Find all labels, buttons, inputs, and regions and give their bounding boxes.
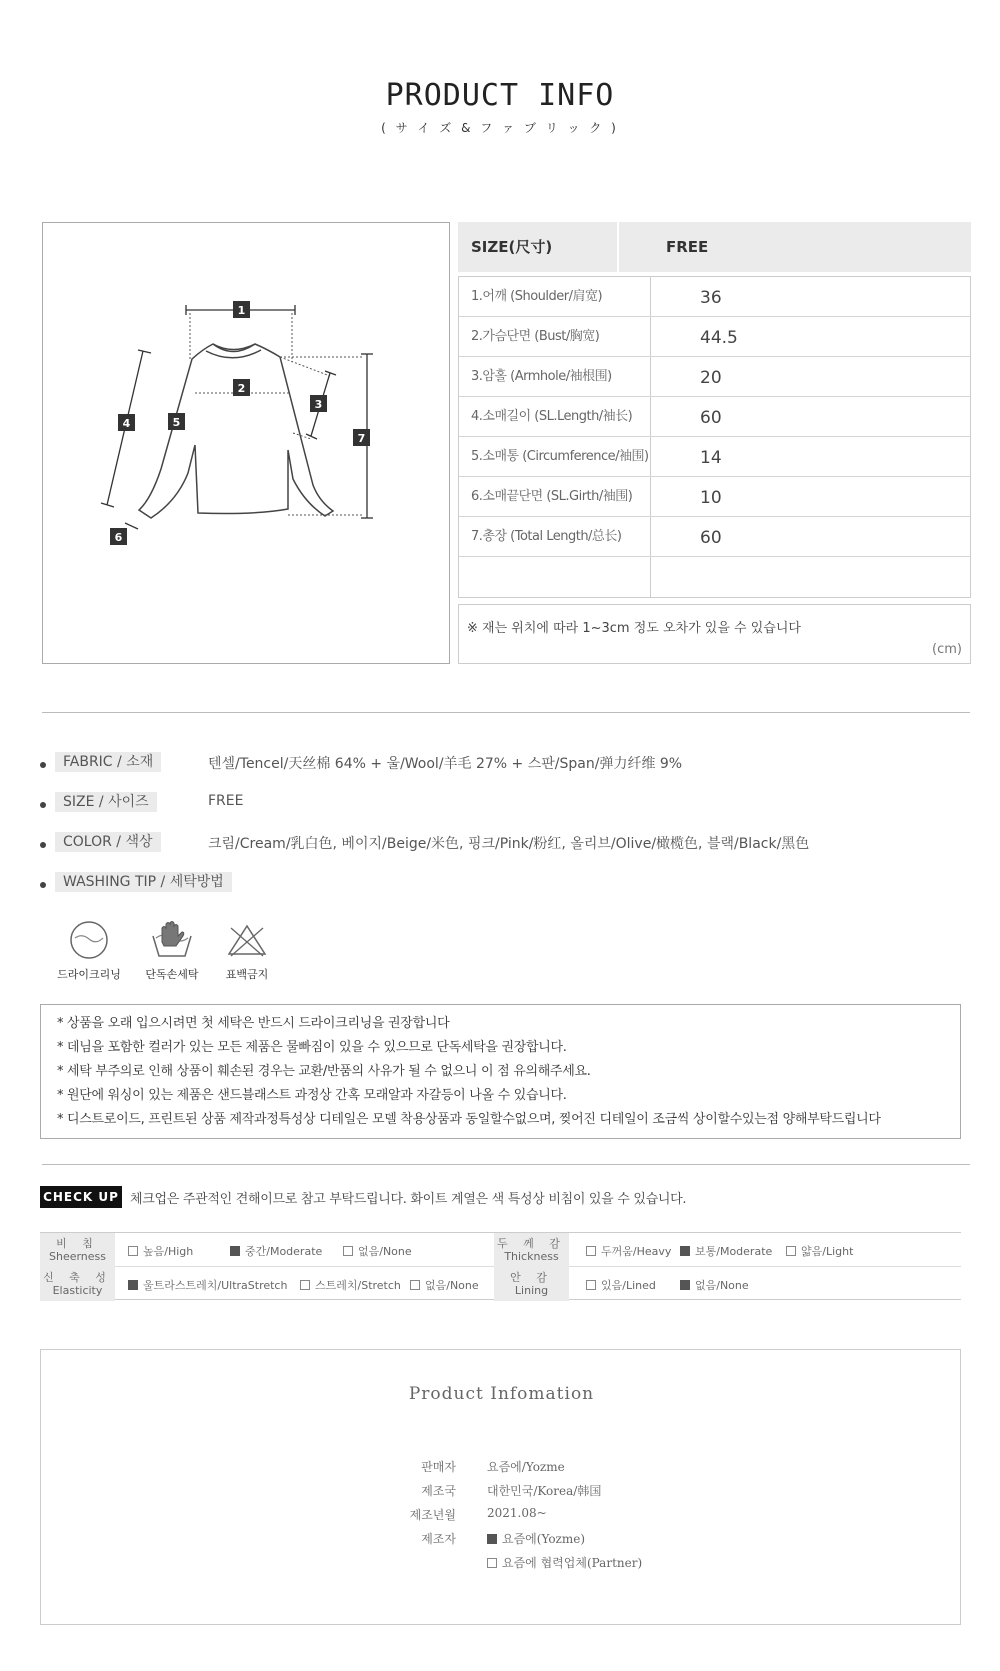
table-row: [459, 517, 970, 557]
option-item: 없음/None: [680, 1277, 749, 1293]
svg-text:3: 3: [314, 398, 323, 411]
measure-label: 5.소매통 (Circumference/袖围): [459, 437, 651, 476]
info-row: [41, 1530, 962, 1550]
dry-clean-icon: [69, 920, 109, 960]
table-row: [459, 277, 970, 317]
note-line: * 디스트로이드, 프린트된 상품 제작과정특성상 디테일은 모델 착용상품과 동일할수없으며, 찢어진 디테일이 조금씩 상이할수있는점 양해부탁드립니다: [57, 1112, 881, 1127]
info-row: [41, 1458, 962, 1478]
option-item: 없음/None: [410, 1277, 479, 1293]
wash-label: 표백금지: [225, 968, 269, 981]
measure-label: 4.소매길이 (SL.Length/袖长): [459, 397, 651, 436]
size-note-text: ※ 재는 위치에 따라 1~3cm 정도 오차가 있을 수 있습니다: [467, 621, 801, 636]
list-item: [40, 872, 970, 912]
divider: [42, 712, 970, 713]
bullet-icon: [40, 882, 46, 888]
measure-label: 7.총장 (Total Length/总长): [459, 517, 651, 556]
size-label: SIZE / 사이즈: [55, 792, 157, 812]
hand-wash-icon: [150, 920, 194, 960]
care-notes: [40, 1004, 961, 1139]
product-detail-list: [40, 752, 970, 912]
option-item: 중간/Moderate: [230, 1243, 322, 1259]
checkbox-icon: [586, 1280, 596, 1290]
checkup-row: [40, 1267, 961, 1301]
checkup-table: [40, 1232, 961, 1300]
option-item: 스트레치/Stretch: [300, 1277, 401, 1293]
table-row: [459, 557, 970, 597]
date-value: 2021.08~: [487, 1506, 547, 1520]
table-row: [459, 437, 970, 477]
note-line: * 데님을 포함한 컬러가 있는 모든 제품은 물빠짐이 있을 수 있으므로 단독세탁을 권장합니다.: [57, 1040, 567, 1055]
info-row: [41, 1554, 962, 1574]
checkup-text: 체크업은 주관적인 견해이므로 참고 부탁드립니다. 화이트 계열은 색 특성상 비침이 있을 수 있습니다.: [130, 1192, 687, 1207]
option-item: 높음/High: [128, 1243, 193, 1259]
option-item: 있음/Lined: [586, 1277, 656, 1293]
date-label: 제조년월: [409, 1508, 456, 1522]
checkup-badge: CHECK UP: [40, 1186, 122, 1208]
no-bleach-icon: [225, 920, 269, 960]
product-info-title: Product Infomation: [408, 1384, 595, 1404]
checkbox-checked-icon: [230, 1246, 240, 1256]
list-item: [40, 792, 970, 832]
thickness-label: 두 께 감 Thickness: [494, 1233, 569, 1267]
measurement-diagram: [42, 222, 450, 664]
checkbox-checked-icon: [680, 1280, 690, 1290]
note-line: * 세탁 부주의로 인해 상품이 훼손된 경우는 교환/반품의 사유가 될 수 없으니 이 점 유의해주세요.: [57, 1064, 591, 1079]
size-table-header: [458, 222, 971, 272]
option-item: 두꺼움/Heavy: [586, 1243, 671, 1259]
list-item: [40, 752, 970, 792]
option-item: 얇음/Light: [786, 1243, 853, 1259]
measure-value: 20: [700, 368, 722, 388]
svg-text:5: 5: [172, 416, 181, 429]
checkbox-icon: [586, 1246, 596, 1256]
table-row: [459, 357, 970, 397]
option-item: 보통/Moderate: [680, 1243, 772, 1259]
seller-label: 판매자: [421, 1460, 456, 1474]
wash-item: [202, 920, 292, 982]
size-unit: (cm): [932, 642, 962, 657]
bullet-icon: [40, 802, 46, 808]
list-item: [40, 832, 970, 872]
wash-label: 단독손세탁: [145, 968, 199, 981]
measure-label: 1.어깨 (Shoulder/肩宽): [459, 277, 651, 316]
wash-item: [44, 920, 134, 982]
note-line: * 상품을 오래 입으시려면 첫 세탁은 반드시 드라이크리닝을 권장합니다: [57, 1016, 450, 1031]
size-header-free: FREE: [666, 238, 709, 256]
measure-value: 10: [700, 488, 722, 508]
divider: [42, 1164, 970, 1165]
table-row: [459, 477, 970, 517]
elasticity-label: 신 축 성 Elasticity: [40, 1267, 115, 1301]
checkbox-icon: [128, 1246, 138, 1256]
sweater-diagram-icon: [43, 223, 451, 665]
checkbox-icon: [300, 1280, 310, 1290]
maker-value-1: 요즘에(Yozme): [487, 1530, 585, 1547]
checkbox-checked-icon: [680, 1246, 690, 1256]
svg-text:2: 2: [237, 382, 246, 395]
maker-label: 제조자: [421, 1532, 456, 1546]
fabric-label: FABRIC / 소재: [55, 752, 161, 772]
page-title: PRODUCT INFO: [385, 78, 615, 113]
measure-value: 36: [700, 288, 722, 308]
lining-label: 안 감 Lining: [494, 1267, 569, 1301]
page-subtitle: ( サ イ ズ & フ ァ ブ リ ッ ク ): [381, 121, 619, 135]
seller-value: 요즘에/Yozme: [487, 1460, 565, 1474]
bullet-icon: [40, 842, 46, 848]
color-value: 크림/Cream/乳白色, 베이지/Beige/米色, 핑크/Pink/粉红, 올리브/Olive/橄榄色, 블랙/Black/黑色: [208, 836, 810, 852]
measure-label: 6.소매끝단면 (SL.Girth/袖围): [459, 477, 651, 516]
option-item: 울트라스트레치/UltraStretch: [128, 1277, 287, 1293]
measure-value: 60: [700, 408, 722, 428]
checkup-row: [40, 1233, 961, 1267]
checkbox-checked-icon: [128, 1280, 138, 1290]
size-header-label: SIZE(尺寸): [458, 222, 619, 272]
measure-label: [459, 557, 651, 597]
bullet-icon: [40, 762, 46, 768]
checkbox-checked-icon: [487, 1534, 497, 1544]
measure-value: [651, 557, 970, 597]
country-value: 대한민국/Korea/韩国: [487, 1484, 602, 1498]
color-label: COLOR / 색상: [55, 832, 161, 852]
svg-text:7: 7: [357, 432, 366, 445]
table-row: [459, 397, 970, 437]
sheerness-label: 비 침 Sheerness: [40, 1233, 115, 1267]
checkbox-icon: [343, 1246, 353, 1256]
measure-value: 44.5: [700, 328, 738, 348]
measure-value: 60: [700, 528, 722, 548]
wash-label: 드라이크리닝: [57, 968, 121, 981]
size-table: [458, 222, 971, 664]
table-row: [459, 317, 970, 357]
svg-text:1: 1: [237, 304, 246, 317]
checkbox-icon: [410, 1280, 420, 1290]
fabric-value: 텐셀/Tencel/天丝棉 64% + 울/Wool/羊毛 27% + 스판/Span/弹力纤维 9%: [208, 756, 683, 772]
size-note: [458, 604, 971, 664]
maker-value-2: 요즘에 협력업체(Partner): [487, 1554, 642, 1571]
option-item: 없음/None: [343, 1243, 412, 1259]
washing-label: WASHING TIP / 세탁방법: [55, 872, 232, 892]
info-row: [41, 1482, 962, 1502]
measure-label: 3.암홀 (Armhole/袖根围): [459, 357, 651, 396]
svg-text:4: 4: [122, 417, 131, 430]
info-row: [41, 1506, 962, 1526]
size-value: FREE: [208, 793, 244, 809]
checkbox-icon: [487, 1558, 497, 1568]
measure-label: 2.가슴단면 (Bust/胸宽): [459, 317, 651, 356]
svg-text:6: 6: [114, 531, 123, 544]
measure-value: 14: [700, 448, 722, 468]
note-line: * 원단에 워싱이 있는 제품은 샌드블래스트 과정상 간혹 모래알과 자갈등이 나올 수 있습니다.: [57, 1088, 567, 1103]
checkbox-icon: [786, 1246, 796, 1256]
country-label: 제조국: [421, 1484, 456, 1498]
product-information-box: [40, 1349, 961, 1625]
